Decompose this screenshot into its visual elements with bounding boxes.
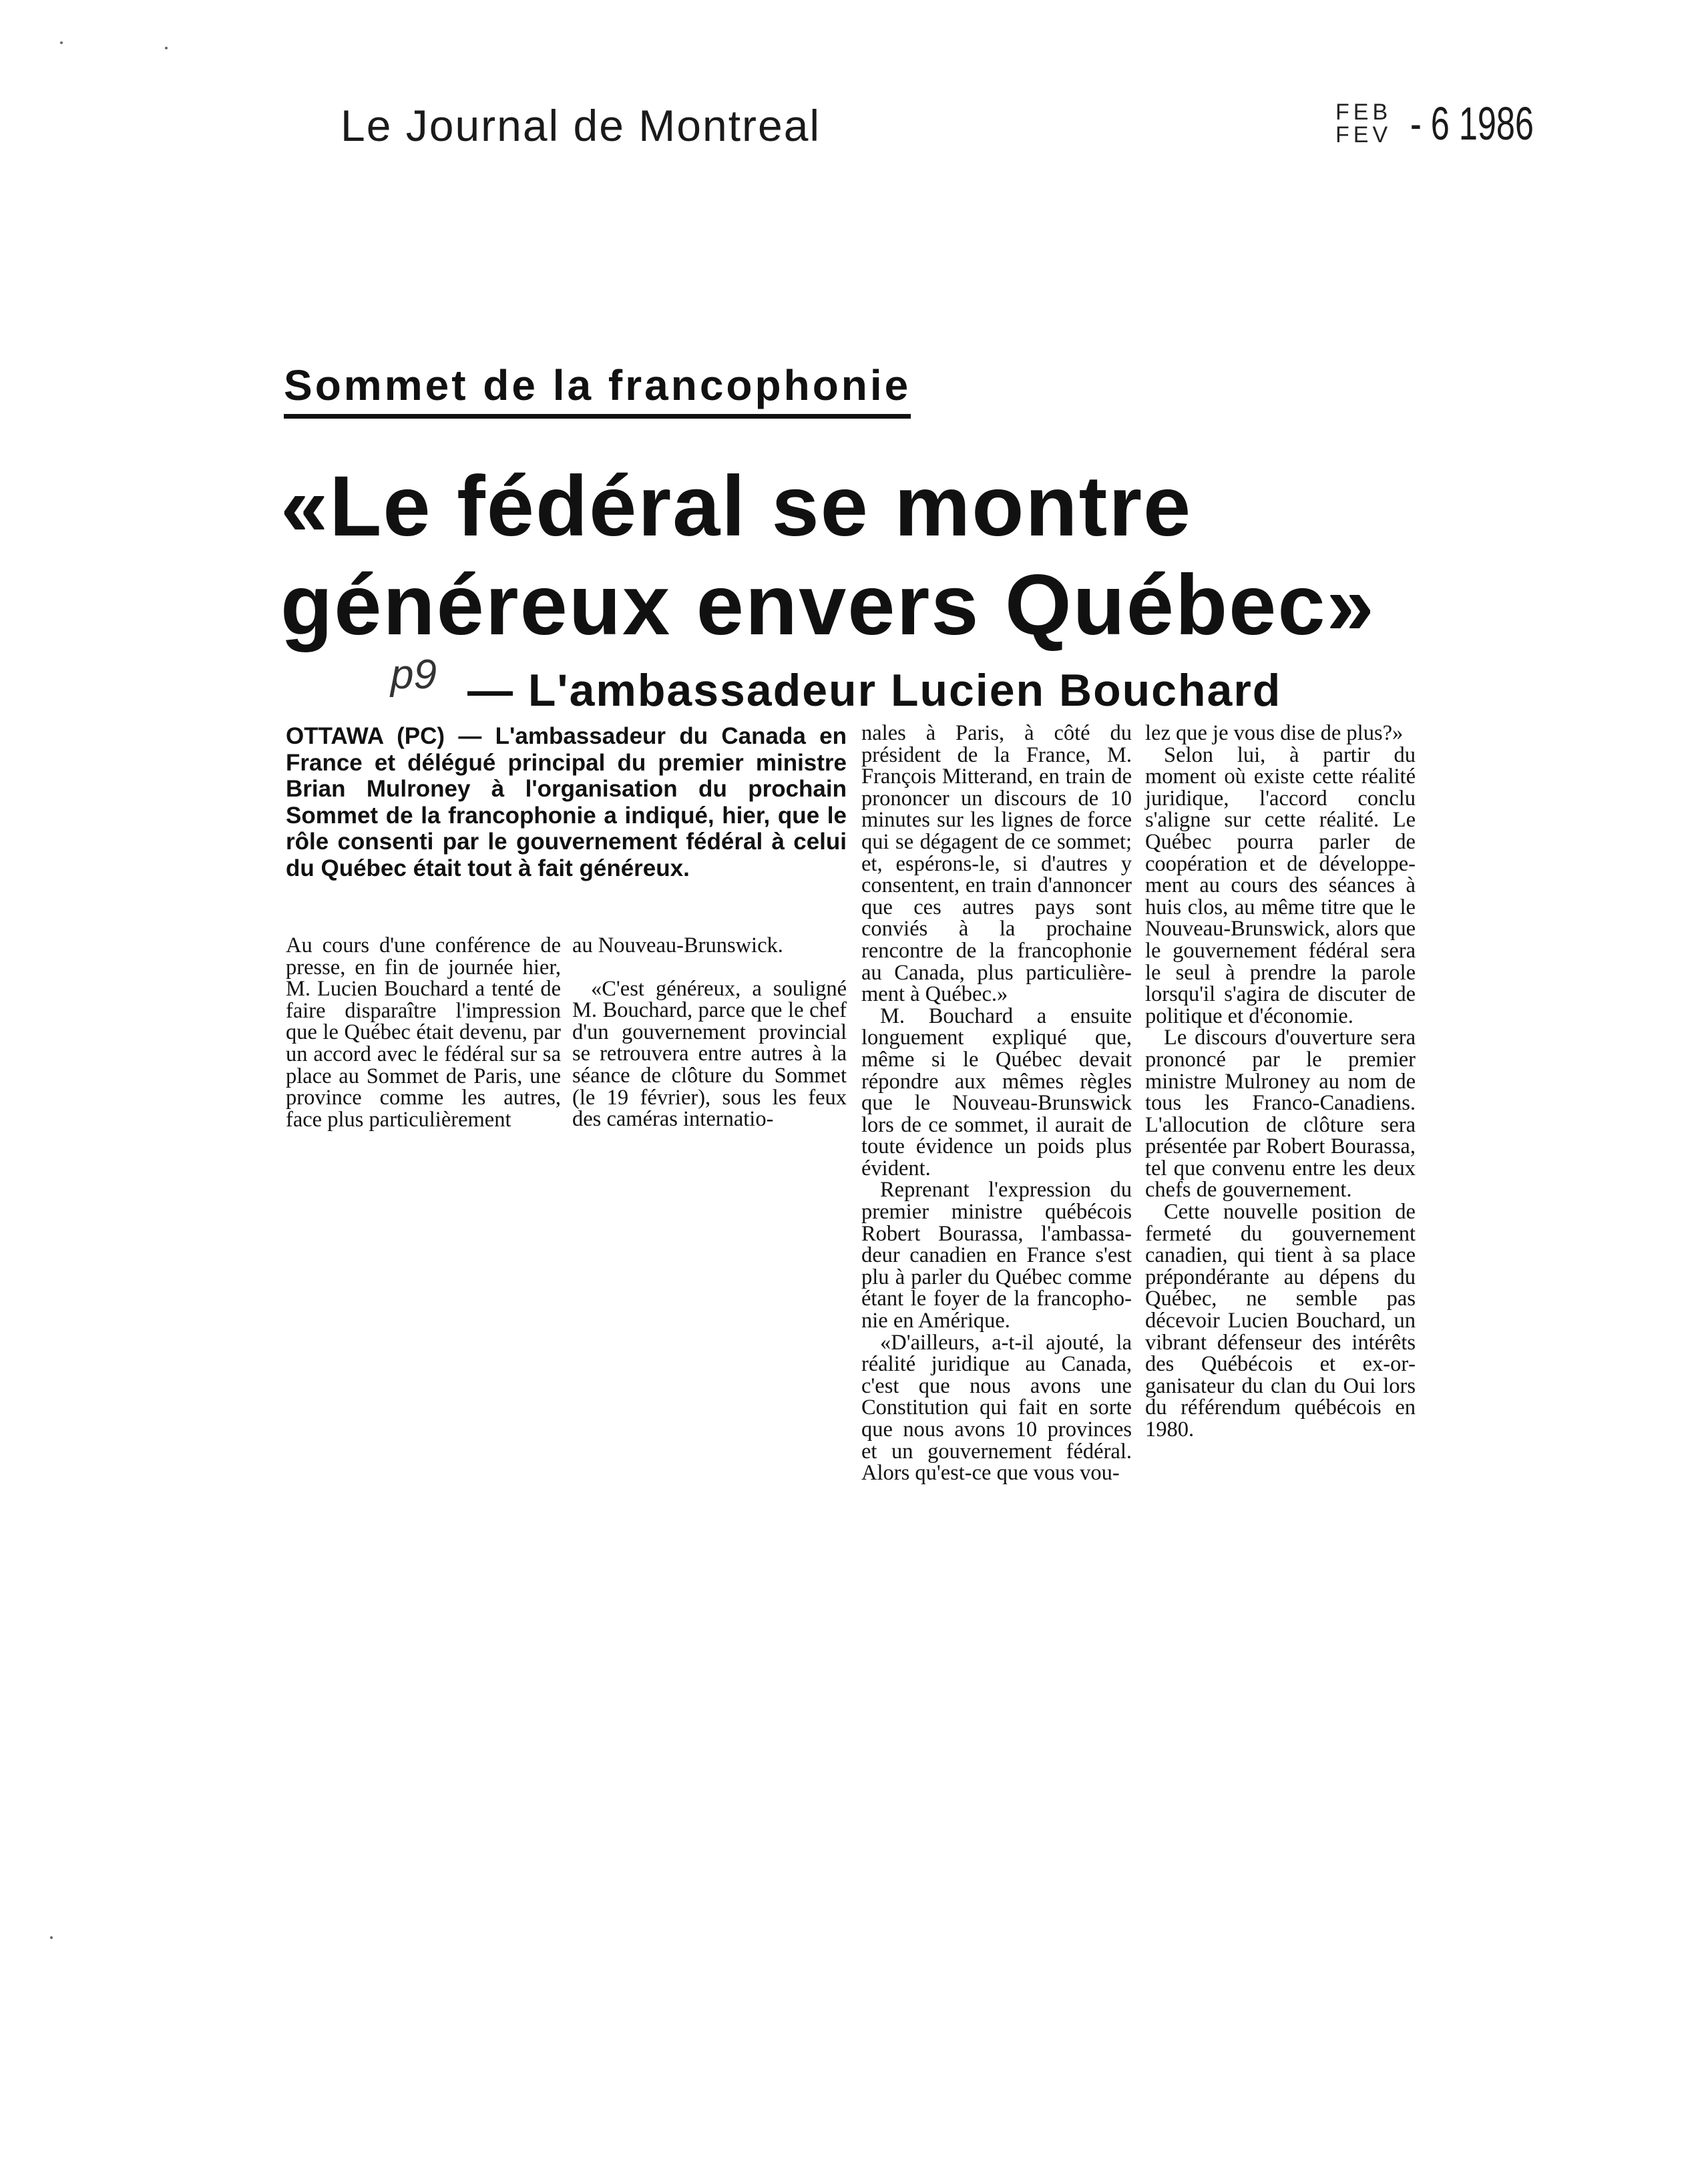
paragraph: au Nouveau-Brunswick. xyxy=(572,933,783,957)
article-column-3 xyxy=(861,722,1132,1484)
paragraph: Au cours d'une conférence de presse, en fin de journée hier, M. Lucien Bouchard a tenté de faire disparaître l'impression que le Québec était devenu, par un accord avec le fédéral sur sa place au Sommet de Paris, une province comme les autres, face plus particulièrement xyxy=(286,933,561,1132)
paragraph: Selon lui, à partir du moment où existe cette réalité juridique, l'accord conclu s'aligne sur cette réalité. Le Québec pourra parler de coopération et de développement au cours des séances à huis clos, au même titre que le Nouveau-Brunswick, alors que le gouvernement fédéral sera le seul à prendre la parole lorsqu'il s'agira de discuter de politique et d'économie. xyxy=(1145,742,1416,1028)
date-stamp-month-fr: FEV xyxy=(1335,122,1392,148)
article-deck: — L'ambassadeur Lucien Bouchard xyxy=(467,665,1282,716)
paragraph: «C'est généreux, a souligné M. Bouchard, parce que le chef d'un gouvernement provincial se retrouvera entre autres à la séance de clôture du Sommet (le 19 février), sous les feux des caméras internatio- xyxy=(572,976,847,1132)
handwritten-margin-note: p9 xyxy=(391,652,437,698)
paragraph: Cette nouvelle position de fermeté du gouvernement canadien, qui tient à sa place prépondérante au dépens du Québec, ne semble pas décevoir Lucien Bouchard, un vibrant défenseur des intérêts des Québécois et ex-organisateur du clan du Oui lors du référendum québécois en 1980. xyxy=(1145,1200,1416,1442)
date-stamp-months xyxy=(1335,101,1392,146)
article-kicker: Sommet de la francophonie xyxy=(284,361,911,419)
paragraph: «D'ailleurs, a-t-il ajouté, la réalité juridique au Canada, c'est que nous avons une Constitution qui fait en sorte que nous avons 10 provinces et un gouvernement fédéral. Alors qu'est-ce que vous vou- xyxy=(861,1330,1132,1486)
paragraph: M. Bouchard a ensuite longuement expliqué que, même si le Québec devait répondre aux mêmes règles que le Nouveau-Brunswick lors de ce sommet, il aurait de toute évidence un poids plus évident. xyxy=(861,1004,1132,1180)
scan-speck xyxy=(50,1936,53,1939)
headline-line-1: «Le fédéral se montre xyxy=(280,459,1193,554)
headline-line-2: généreux envers Québec» xyxy=(280,558,1376,653)
date-stamp xyxy=(1335,97,1582,150)
article-column-4 xyxy=(1145,722,1416,1441)
scan-speck xyxy=(60,41,63,44)
paragraph: lez que je vous dise de plus?» xyxy=(1145,721,1404,745)
scan-speck xyxy=(165,47,168,49)
article-column-1 xyxy=(286,935,561,1130)
article-headline xyxy=(280,457,1416,655)
article-column-2 xyxy=(572,935,847,1130)
paragraph: Reprenant l'expression du premier ministre québécois Robert Bourassa, l'ambassadeur canadien en France s'est plu à parler du Québec comme étant le foyer de la francophonie en Amérique. xyxy=(861,1178,1132,1333)
paragraph: Le discours d'ouverture sera prononcé par le premier ministre Mulroney au nom de tous les Franco-Canadiens. L'allocution de clôture sera présentée par Robert Bourassa, tel que convenu entre les deux chefs de gouvernement. xyxy=(1145,1026,1416,1203)
date-stamp-date: - 6 1986 xyxy=(1410,97,1534,150)
newspaper-masthead: Le Journal de Montreal xyxy=(341,101,821,150)
date-stamp-month-en: FEB xyxy=(1335,99,1392,125)
paragraph: nales à Paris, à côté du président de la France, M. François Mitterand, en train de prononcer un discours de 10 minutes sur les lignes de force qui se dégagent de ce sommet; et, espérons-le, si d'autres y consentent, en train d'annoncer que ces autres pays sont conviés à la prochaine rencontre de la francophonie au Canada, plus particulièrement à Québec.» xyxy=(861,721,1132,1007)
article-lede: OTTAWA (PC) — L'ambassadeur du Canada en France et délégué principal du premier ministre Brian Mulroney à l'organisation du prochain Sommet de la francophonie a indiqué, hier, que le rôle consenti par le gouvernement fédéral à celui du Québec était tout à fait généreux. xyxy=(286,723,847,881)
